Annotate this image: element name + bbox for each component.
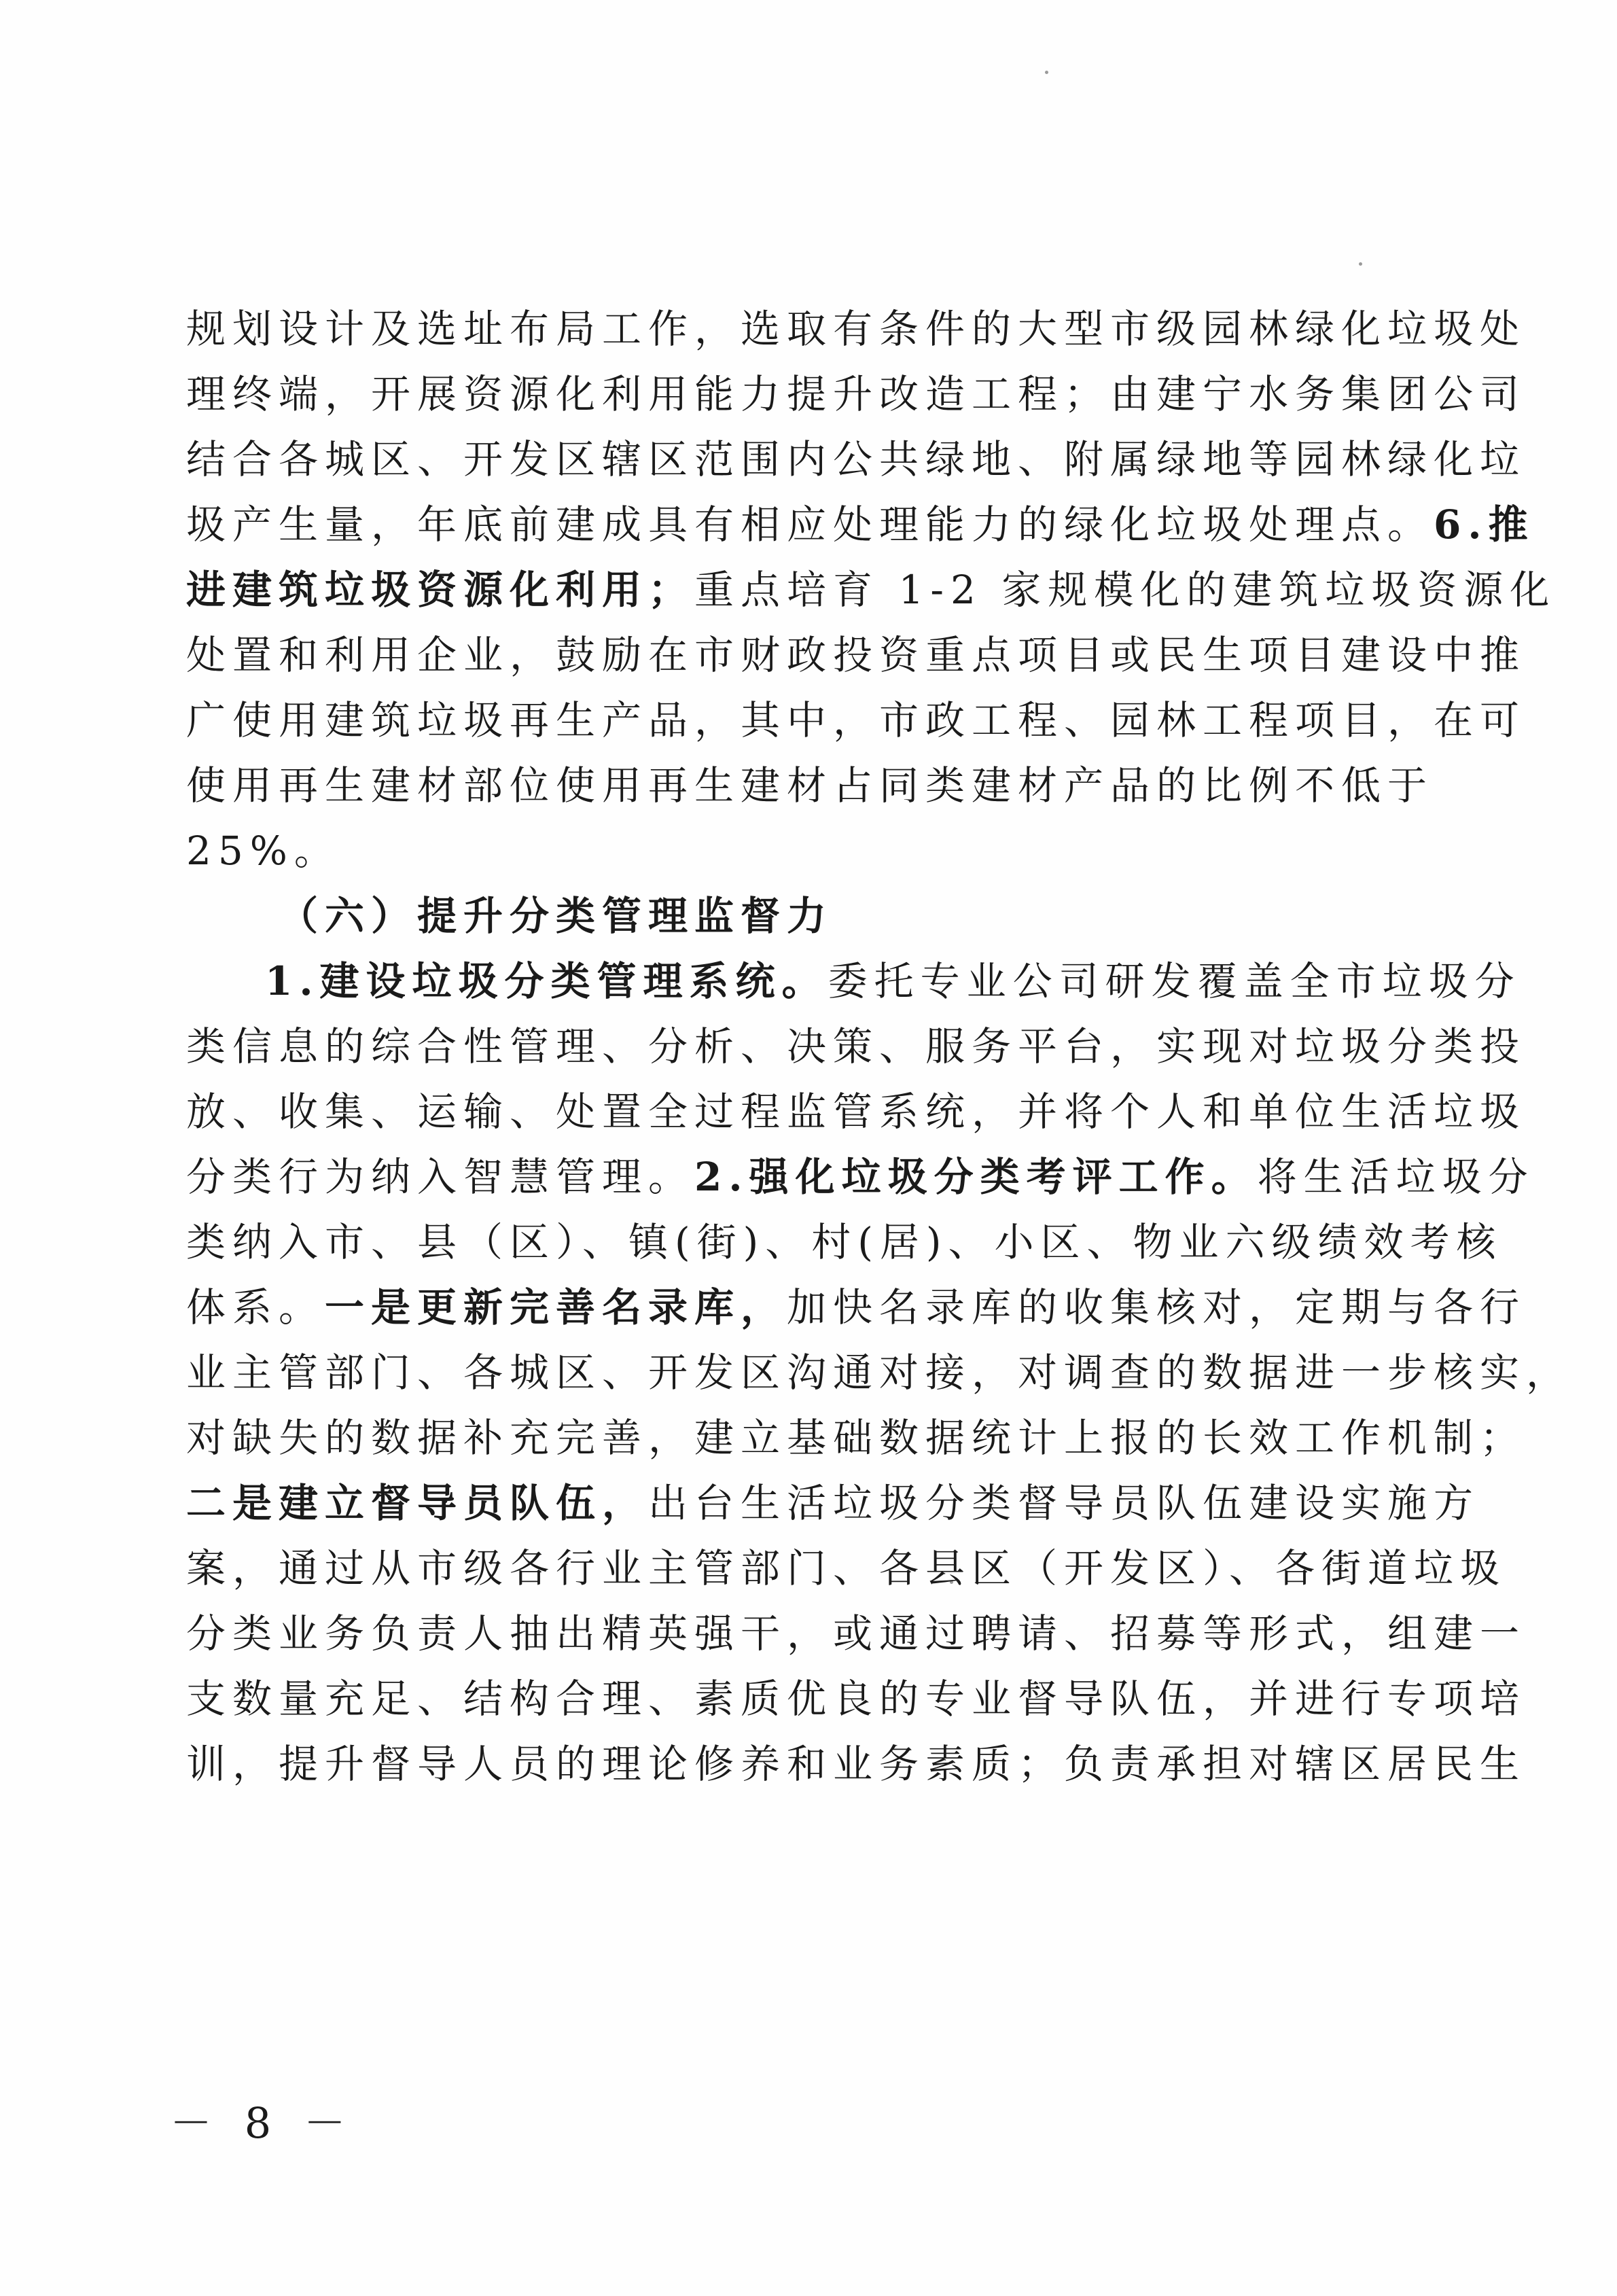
text-line <box>186 492 1535 557</box>
text-line <box>186 622 1527 688</box>
bold-text-run: 2.强化垃圾分类考评工作。 <box>694 1154 1258 1200</box>
text-run: 类信息的综合性管理、分析、决策、服务平台，实现对垃圾分类投 <box>186 1023 1527 1070</box>
text-run: 业主管部门、各城区、开发区沟通对接，对调查的数据进一步核实， <box>186 1349 1573 1396</box>
text-line <box>186 1536 1507 1601</box>
text-run: 放、收集、运输、处置全过程监管系统，并将个人和单位生活垃圾 <box>186 1089 1527 1135</box>
scan-speck <box>1359 262 1362 266</box>
text-line <box>186 753 1436 818</box>
text-run: 理终端，开展资源化利用能力提升改造工程；由建宁水务集团公司 <box>186 371 1527 417</box>
text-run: 类纳入市、县（区）、镇(街)、村(居)、小区、物业六级绩效考核 <box>186 1219 1503 1265</box>
text-run: 案，通过从市级各行业主管部门、各县区（开发区）、各街道垃圾 <box>186 1545 1507 1591</box>
text-line <box>186 296 1527 361</box>
text-run: 使用再生建材部位使用再生建材占同类建材产品的比例不低于 <box>186 762 1434 809</box>
text-line <box>186 557 1557 622</box>
text-line <box>186 1666 1527 1731</box>
bold-text-run: 一是更新完善名录库， <box>325 1284 787 1330</box>
text-run: 分类行为纳入智慧管理。 <box>186 1154 695 1200</box>
text-run: 结合各城区、开发区辖区范围内公共绿地、附属绿地等园林绿化垃 <box>186 436 1527 482</box>
text-run: 出台生活垃圾分类督导员队伍建设实施方 <box>648 1480 1480 1526</box>
body-text <box>186 296 1573 1797</box>
bold-text-run: （六）提升分类管理监督力 <box>279 893 834 939</box>
text-line <box>186 1209 1503 1275</box>
text-run: 体系。 <box>186 1284 325 1330</box>
text-run: 支数量充足、结构合理、素质优良的专业督导队伍，并进行专项培 <box>186 1676 1527 1722</box>
text-line <box>186 1601 1527 1666</box>
text-line <box>186 1340 1573 1405</box>
text-run: 处置和利用企业，鼓励在市财政投资重点项目或民生项目建设中推 <box>186 632 1527 678</box>
bold-text-run: 进建筑垃圾资源化利用； <box>186 567 695 613</box>
text-line <box>186 818 1436 883</box>
text-run: 加快名录库的收集核对，定期与各行 <box>787 1284 1527 1330</box>
text-line <box>186 688 1527 753</box>
text-line <box>186 1731 1527 1797</box>
text-run: 25%。 <box>186 828 340 874</box>
text-run: 委托专业公司研发覆盖全市垃圾分 <box>828 958 1521 1004</box>
text-line <box>186 1079 1527 1144</box>
text-run: 重点培育 1-2 家规模化的建筑垃圾资源化 <box>694 567 1557 613</box>
text-line <box>186 1275 1527 1340</box>
text-run: 将生活垃圾分 <box>1257 1154 1535 1200</box>
text-line <box>186 361 1527 427</box>
text-line <box>186 949 1521 1014</box>
bold-text-run: 1.建设垃圾分类管理系统。 <box>265 958 828 1004</box>
page-number: － 8 － <box>170 2098 355 2148</box>
scan-speck <box>1045 71 1048 74</box>
text-run: 规划设计及选址布局工作，选取有条件的大型市级园林绿化垃圾处 <box>186 306 1527 352</box>
text-line <box>186 1405 1527 1470</box>
text-run: 训，提升督导人员的理论修养和业务素质；负责承担对辖区居民生 <box>186 1741 1527 1787</box>
text-run: 对缺失的数据补充完善，建立基础数据统计上报的长效工作机制； <box>186 1415 1527 1461</box>
bold-text-run: 二是建立督导员队伍， <box>186 1480 649 1526</box>
text-line <box>186 1144 1535 1209</box>
text-line <box>186 1470 1480 1536</box>
text-run: 圾产生量，年底前建成具有相应处理能力的绿化垃圾处理点。 <box>186 501 1434 548</box>
text-run: 分类业务负责人抽出精英强干，或通过聘请、招募等形式，组建一 <box>186 1610 1527 1657</box>
text-line <box>186 883 1436 949</box>
text-line <box>186 427 1527 492</box>
text-line <box>186 1014 1527 1079</box>
bold-text-run: 6.推 <box>1434 501 1535 548</box>
text-run: 广使用建筑垃圾再生产品，其中，市政工程、园林工程项目，在可 <box>186 697 1527 743</box>
